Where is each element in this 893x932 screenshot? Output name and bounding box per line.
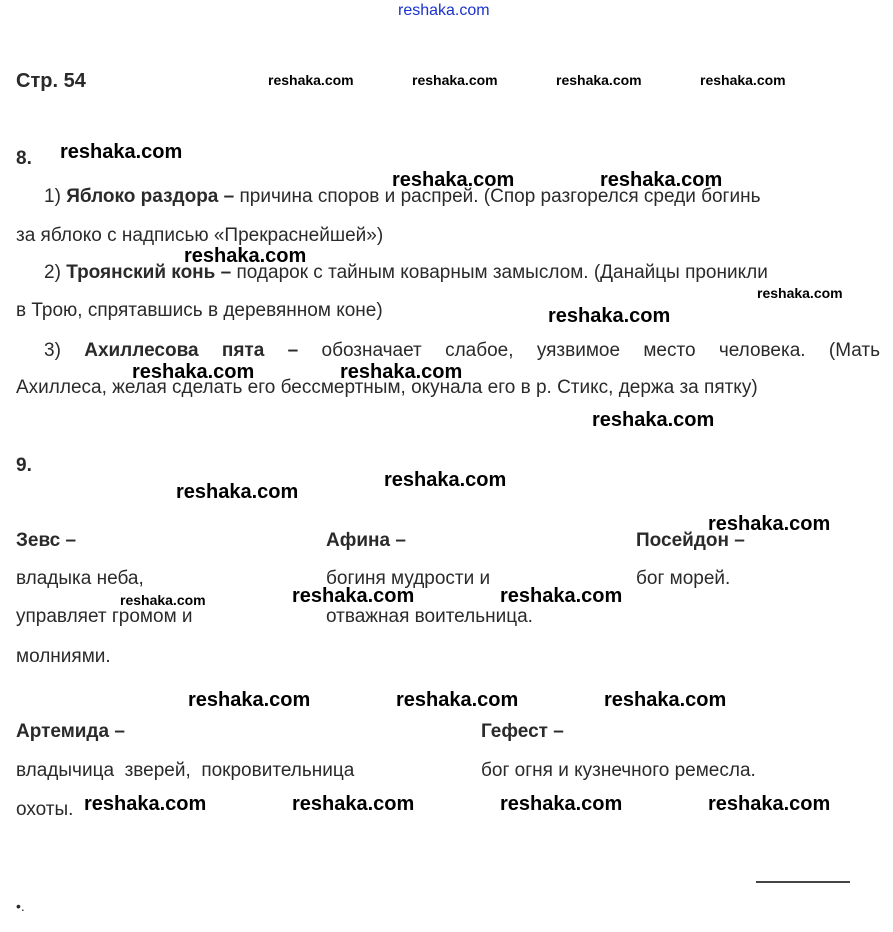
definition: обозначает слабое, уязвимое место человека. (Мать (321, 340, 880, 361)
footer-mark: •. (16, 898, 25, 914)
watermark: reshaka.com (700, 72, 786, 88)
god-desc-zeus-3: молниями. (16, 646, 111, 667)
task8-item-3-line2: Ахиллеса, желая сделать его бессмертным, окунала его в р. Стикс, держа за пятку) (16, 377, 758, 398)
task-number-8: 8. (16, 148, 32, 169)
task8-item-1-line2: за яблоко с надписью «Прекраснейшей») (16, 225, 384, 246)
definition: подарок с тайным коварным замыслом. (Данайцы проникли (236, 262, 768, 283)
god-name-athena: Афина – (326, 530, 406, 551)
watermark: reshaka.com (292, 585, 415, 607)
god-name-poseidon: Посейдон – (636, 530, 745, 551)
watermark: reshaka.com (268, 72, 354, 88)
watermark: reshaka.com (412, 72, 498, 88)
task8-item-3-line1 (44, 340, 880, 362)
watermark: reshaka.com (604, 689, 727, 711)
watermark: reshaka.com (340, 361, 463, 383)
god-name-zeus: Зевс – (16, 530, 77, 551)
term: Яблоко раздора – (66, 186, 235, 207)
item-number: 2) (44, 262, 61, 283)
watermark: reshaka.com (132, 361, 255, 383)
watermark: reshaka.com (176, 481, 299, 503)
cut-off-text-fragment (756, 878, 850, 884)
item-number: 3) (44, 340, 61, 361)
term: Троянский конь (66, 262, 216, 283)
watermark: reshaka.com (708, 793, 831, 815)
watermark: reshaka.com (600, 169, 723, 191)
god-desc-zeus-2: управляет громом и (16, 606, 193, 627)
god-desc-artemis-2: охоты. (16, 799, 74, 820)
god-name-artemis: Артемида – (16, 721, 125, 742)
watermark: reshaka.com (292, 793, 415, 815)
god-desc-zeus-1: владыка неба, (16, 568, 144, 589)
page-number: Стр. 54 (16, 70, 86, 92)
god-desc-artemis-1: владычица зверей, покровительница (16, 760, 355, 781)
item-number: 1) (44, 186, 61, 207)
cut-off-line (756, 881, 850, 883)
god-desc-athena-2: отважная воительница. (326, 606, 533, 627)
task-number-9: 9. (16, 455, 32, 476)
watermark: reshaka.com (396, 689, 519, 711)
watermark: reshaka.com (392, 169, 515, 191)
task8-item-2-line2: в Трою, спрятавшись в деревянном коне) (16, 300, 383, 321)
task8-item-2-line1 (44, 262, 880, 284)
watermark: reshaka.com (60, 141, 183, 163)
god-name-hephaestus: Гефест – (481, 721, 564, 742)
god-desc-hephaestus-1: бог огня и кузнечного ремесла. (481, 760, 756, 781)
watermark: reshaka.com (757, 285, 843, 301)
watermark: reshaka.com (120, 592, 206, 608)
god-desc-poseidon-1: бог морей. (636, 568, 731, 589)
definition: причина споров и распрей. (Спор разгорелся среди богинь (239, 186, 761, 207)
watermark: reshaka.com (548, 305, 671, 327)
watermark: reshaka.com (84, 793, 207, 815)
watermark: reshaka.com (500, 793, 623, 815)
watermark: reshaka.com (184, 245, 307, 267)
term: Ахиллесова пята – (84, 340, 299, 361)
watermark: reshaka.com (708, 513, 831, 535)
god-desc-athena-1: богиня мудрости и (326, 568, 491, 589)
watermark: reshaka.com (188, 689, 311, 711)
watermark-top: reshaka.com (398, 2, 490, 19)
watermark: reshaka.com (384, 469, 507, 491)
term-dash: – (220, 262, 232, 283)
watermark: reshaka.com (556, 72, 642, 88)
watermark: reshaka.com (500, 585, 623, 607)
watermark: reshaka.com (592, 409, 715, 431)
